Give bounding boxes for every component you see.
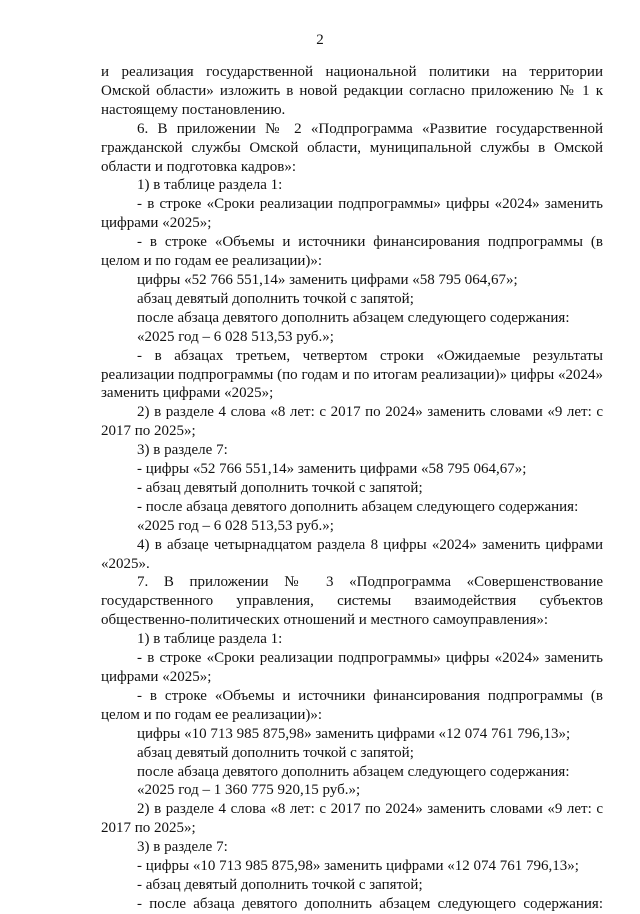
paragraph: 6. В приложении № 2 «Подпрограмма «Развитие государственной гражданской службы Омской области, муниципальной службы в Омской области и подготовка кадров»: — [101, 120, 603, 175]
paragraph: - цифры «10 713 985 875,98» заменить цифрами «12 074 761 796,13»; — [137, 858, 579, 875]
paragraph: 1) в таблице раздела 1: — [137, 631, 283, 648]
paragraph: «2025 год – 6 028 513,53 руб.»; — [137, 328, 334, 345]
paragraph: 7. В приложении № 3 «Подпрограмма «Совершенствование государственного управления, системы взаимодействия субъектов общественно-политических отношений и местного самоуправления»: — [101, 574, 603, 629]
paragraph: абзац девятый дополнить точкой с запятой; — [137, 290, 414, 307]
paragraph: 1) в таблице раздела 1: — [137, 177, 283, 194]
paragraph: - в абзацах третьем, четвертом строки «Ожидаемые результаты реализации подпрограммы (по годам и по итогам реализации)» цифры «2024» заменить цифрами «2025»; — [101, 347, 603, 402]
paragraph: 2) в разделе 4 слова «8 лет: с 2017 по 2024» заменить словами «9 лет: с 2017 по 2025»; — [101, 404, 603, 440]
paragraph: цифры «10 713 985 875,98» заменить цифрами «12 074 761 796,13»; — [137, 725, 571, 742]
paragraph: 3) в разделе 7: — [137, 839, 228, 856]
paragraph: 4) в абзаце четырнадцатом раздела 8 цифры «2024» заменить цифрами «2025». — [101, 536, 603, 572]
paragraph: - после абзаца девятого дополнить абзацем следующего содержания: — [137, 498, 579, 515]
page-number: 2 — [316, 32, 324, 48]
paragraph: цифры «52 766 551,14» заменить цифрами «58 795 064,67»; — [137, 271, 518, 288]
paragraph: - после абзаца девятого дополнить абзацем следующего содержания: — [137, 895, 603, 912]
paragraph: - в строке «Сроки реализации подпрограммы» цифры «2024» заменить цифрами «2025»; — [101, 196, 603, 232]
paragraph: после абзаца девятого дополнить абзацем следующего содержания: — [137, 309, 570, 326]
paragraph: «2025 год – 6 028 513,53 руб.»; — [137, 517, 334, 534]
paragraph: после абзаца девятого дополнить абзацем следующего содержания: — [137, 763, 570, 780]
paragraph: - в строке «Сроки реализации подпрограммы» цифры «2024» заменить цифрами «2025»; — [101, 650, 603, 685]
paragraph: - в строке «Объемы и источники финансирования подпрограммы (в целом и по годам ее реализации)»: — [101, 687, 603, 723]
paragraph: 2) в разделе 4 слова «8 лет: с 2017 по 2024» заменить словами «9 лет: с 2017 по 2025»; — [101, 801, 603, 837]
paragraph: «2025 год – 1 360 775 920,15 руб.»; — [137, 782, 361, 799]
document-body — [101, 63, 603, 914]
paragraph: 3) в разделе 7: — [137, 442, 228, 459]
paragraph: - цифры «52 766 551,14» заменить цифрами «58 795 064,67»; — [137, 461, 527, 478]
paragraph: - в строке «Объемы и источники финансирования подпрограммы (в целом и по годам ее реализации)»: — [101, 234, 603, 270]
paragraph: и реализация государственной национальной политики на территории Омской области» изложить в новой редакции согласно приложению № 1 к настоящему постановлению. — [101, 64, 603, 118]
paragraph: абзац девятый дополнить точкой с запятой; — [137, 744, 414, 761]
paragraph: - абзац девятый дополнить точкой с запятой; — [137, 479, 423, 496]
paragraph: - абзац девятый дополнить точкой с запятой; — [137, 876, 423, 893]
